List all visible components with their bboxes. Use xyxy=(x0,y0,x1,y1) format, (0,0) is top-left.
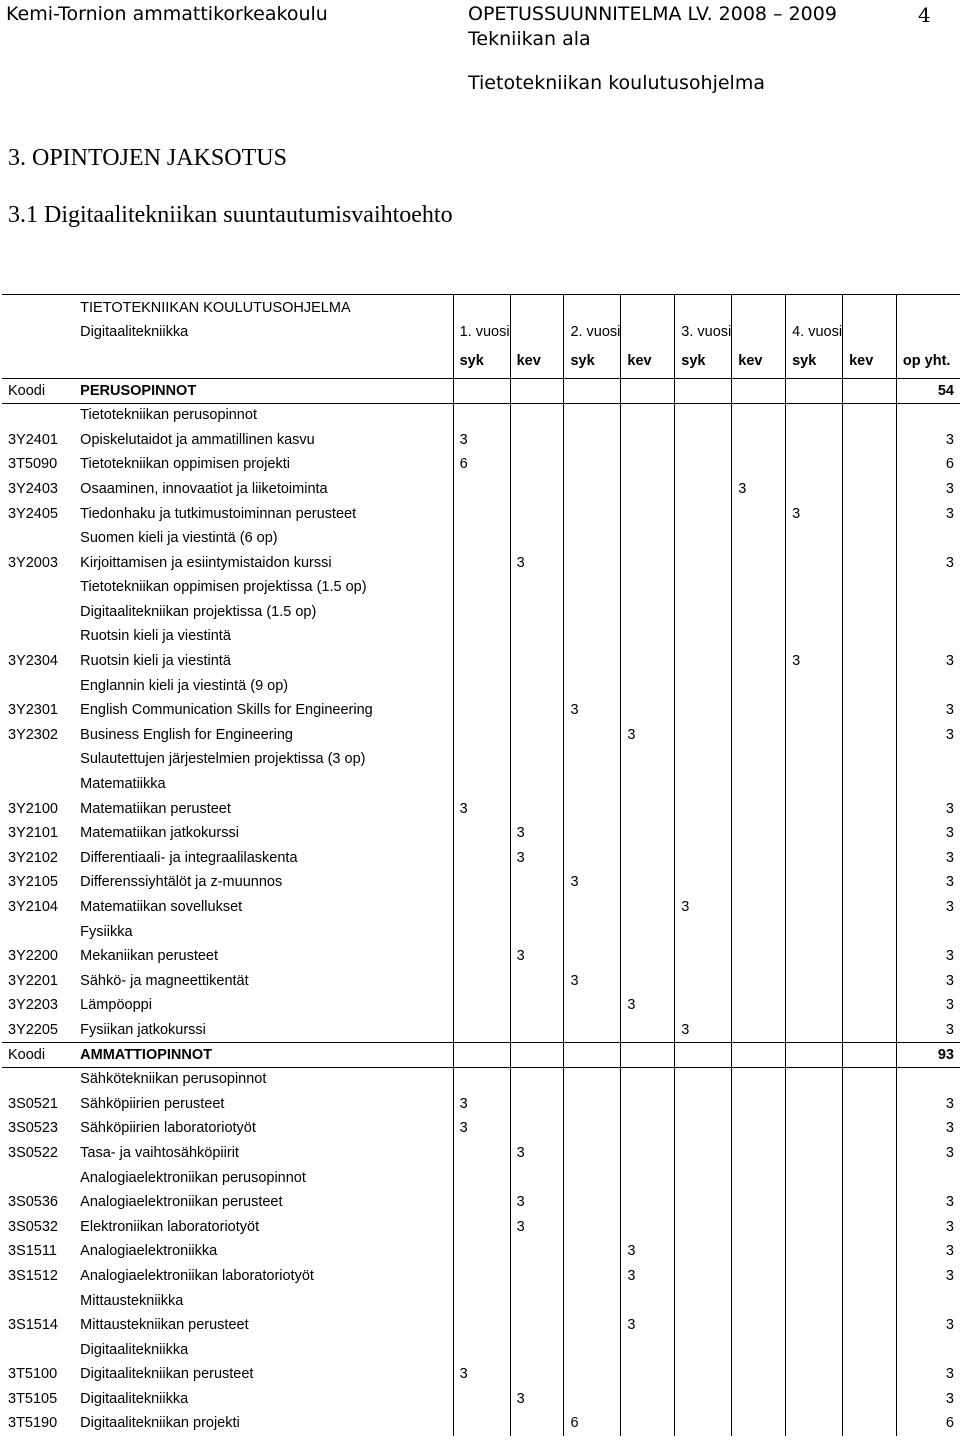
course-code: 3Y2104 xyxy=(8,899,58,916)
section-title: PERUSOPINNOT xyxy=(74,379,453,404)
credit-value: 3 xyxy=(621,1313,675,1338)
course-name: Analogiaelektroniikan laboratoriotyöt xyxy=(80,1267,314,1284)
course-total: 3 xyxy=(945,849,954,866)
course-name: Lämpöoppi xyxy=(80,997,152,1014)
course-name: English Communication Skills for Engineering xyxy=(80,702,373,719)
course-total: 3 xyxy=(945,1267,954,1284)
course-total: 3 xyxy=(945,948,954,965)
credit-value: 3 xyxy=(675,895,732,920)
program-name: Tietotekniikan koulutusohjelma xyxy=(468,72,765,94)
course-name: Differentiaali- ja integraalilaskenta xyxy=(80,849,298,866)
course-name: Osaaminen, innovaatiot ja liiketoiminta xyxy=(80,480,328,497)
course-name: Sähkö- ja magneettikentät xyxy=(80,972,249,989)
course-code: 3S0521 xyxy=(8,1095,58,1112)
subheading: Tietotekniikan perusopinnot xyxy=(80,407,257,424)
course-total: 3 xyxy=(945,1243,954,1260)
credit-value: 3 xyxy=(621,1264,675,1289)
subheading: Matematiikka xyxy=(80,776,166,793)
course-code: 3S0532 xyxy=(8,1218,58,1235)
credit-value: 3 xyxy=(453,1362,510,1387)
course-name: Differenssiyhtälöt ja z-muunnos xyxy=(80,874,283,891)
course-total: 3 xyxy=(945,1317,954,1334)
credit-value: 3 xyxy=(510,846,564,871)
course-row xyxy=(2,1362,960,1387)
course-code: 3Y2405 xyxy=(8,505,58,522)
course-code: 3T5105 xyxy=(8,1390,58,1407)
sem-syk-2: syk xyxy=(564,345,621,379)
subheading-row xyxy=(2,674,960,699)
subheading: Ruotsin kieli ja viestintä xyxy=(80,628,231,645)
subheading: Fysiikka xyxy=(80,923,133,940)
course-row xyxy=(2,698,960,723)
credit-value: 3 xyxy=(510,1190,564,1215)
course-total: 3 xyxy=(945,1366,954,1383)
course-total: 3 xyxy=(945,1095,954,1112)
course-row xyxy=(2,895,960,920)
school-name: Kemi-Tornion ammattikorkeakoulu xyxy=(6,3,328,25)
course-name: Tiedonhaku ja tutkimustoiminnan perusteet xyxy=(80,505,357,522)
course-total: 3 xyxy=(945,554,954,571)
subheading-row xyxy=(2,624,960,649)
subheading: Digitaalitekniikka xyxy=(80,1341,189,1358)
program-label: TIETOTEKNIIKAN KOULUTUSOHJELMA xyxy=(74,295,453,321)
section-title: AMMATTIOPINNOT xyxy=(74,1043,453,1068)
course-code: 3Y2304 xyxy=(8,653,58,670)
course-code: 3Y2403 xyxy=(8,480,58,497)
course-row xyxy=(2,870,960,895)
section-heading: 3. OPINTOJEN JAKSOTUS xyxy=(8,145,287,171)
course-code: 3Y2203 xyxy=(8,997,58,1014)
course-row xyxy=(2,723,960,748)
course-total: 3 xyxy=(945,874,954,891)
course-name: Analogiaelektroniikan perusteet xyxy=(80,1194,283,1211)
course-code: 3S0523 xyxy=(8,1120,58,1137)
year-2-header: 2. vuosi xyxy=(564,321,621,345)
course-total: 3 xyxy=(945,899,954,916)
course-code: 3S0536 xyxy=(8,1194,58,1211)
subheading-row xyxy=(2,526,960,551)
course-code: 3S1512 xyxy=(8,1267,58,1284)
year-1-header: 1. vuosi xyxy=(453,321,510,345)
course-row xyxy=(2,821,960,846)
course-code: 3Y2201 xyxy=(8,972,58,989)
credit-value: 3 xyxy=(510,551,564,576)
credit-value: 3 xyxy=(510,821,564,846)
course-code: 3S1511 xyxy=(8,1243,57,1260)
course-total: 3 xyxy=(945,997,954,1014)
course-total: 3 xyxy=(945,800,954,817)
subheading: Sulautettujen järjestelmien projektissa (3 op) xyxy=(80,751,366,768)
course-name: Sähköpiirien perusteet xyxy=(80,1095,225,1112)
course-total: 3 xyxy=(945,1390,954,1407)
course-row xyxy=(2,1116,960,1141)
section-total: 93 xyxy=(896,1043,960,1068)
course-total: 3 xyxy=(945,1194,954,1211)
table-semester-row xyxy=(2,345,960,379)
course-row xyxy=(2,1190,960,1215)
course-code: 3Y2003 xyxy=(8,554,58,571)
credit-value: 3 xyxy=(510,1387,564,1412)
course-row xyxy=(2,846,960,871)
course-total: 6 xyxy=(945,1415,954,1432)
course-row xyxy=(2,477,960,502)
course-row xyxy=(2,1313,960,1338)
course-row xyxy=(2,944,960,969)
subheading-row xyxy=(2,1288,960,1313)
sem-syk-3: syk xyxy=(675,345,732,379)
course-row xyxy=(2,969,960,994)
course-total: 3 xyxy=(945,1144,954,1161)
course-code: 3Y2100 xyxy=(8,800,58,817)
course-code: 3S0522 xyxy=(8,1144,58,1161)
course-row xyxy=(2,428,960,453)
subheading-row xyxy=(2,600,960,625)
sem-syk-1: syk xyxy=(453,345,510,379)
course-name: Business English for Engineering xyxy=(80,726,293,743)
course-row xyxy=(2,501,960,526)
course-total: 3 xyxy=(945,1120,954,1137)
course-total: 3 xyxy=(945,825,954,842)
course-row xyxy=(2,1141,960,1166)
credit-value: 3 xyxy=(732,477,786,502)
course-total: 3 xyxy=(945,1218,954,1235)
credit-value: 3 xyxy=(564,870,621,895)
subsection-heading: 3.1 Digitaalitekniikan suuntautumisvaihtoehto xyxy=(8,202,453,228)
course-total: 3 xyxy=(945,431,954,448)
subheading-row xyxy=(2,575,960,600)
code-header: Koodi xyxy=(2,1043,74,1068)
credit-value: 3 xyxy=(564,698,621,723)
course-name: Mittaustekniikan perusteet xyxy=(80,1317,249,1334)
course-name: Ruotsin kieli ja viestintä xyxy=(80,653,231,670)
course-row xyxy=(2,1387,960,1412)
course-total: 3 xyxy=(945,1021,954,1038)
year-3-header: 3. vuosi xyxy=(675,321,732,345)
section-row xyxy=(2,379,960,404)
credit-value: 3 xyxy=(675,1018,732,1043)
table-program-row xyxy=(2,295,960,321)
course-name: Digitaalitekniikka xyxy=(80,1390,189,1407)
table-years-row xyxy=(2,321,960,345)
course-total: 3 xyxy=(945,653,954,670)
credit-value: 6 xyxy=(453,452,510,477)
course-name: Opiskelutaidot ja ammatillinen kasvu xyxy=(80,431,315,448)
credit-value: 3 xyxy=(510,944,564,969)
subheading-row xyxy=(2,1338,960,1363)
course-name: Digitaalitekniikan perusteet xyxy=(80,1366,254,1383)
course-code: 3Y2302 xyxy=(8,726,58,743)
credit-value: 3 xyxy=(453,1116,510,1141)
page-number: 4 xyxy=(918,3,931,27)
course-code: 3S1514 xyxy=(8,1317,58,1334)
subheading-row xyxy=(2,747,960,772)
course-row xyxy=(2,1411,960,1436)
course-row xyxy=(2,551,960,576)
course-code: 3Y2200 xyxy=(8,948,58,965)
course-row xyxy=(2,797,960,822)
study-plan-table xyxy=(2,294,960,1436)
year-4-header: 4. vuosi xyxy=(786,321,843,345)
course-total: 3 xyxy=(945,702,954,719)
credit-value: 3 xyxy=(621,723,675,748)
sem-kev-2: kev xyxy=(621,345,675,379)
course-name: Analogiaelektroniikka xyxy=(80,1243,218,1260)
total-header: op yht. xyxy=(902,353,951,369)
credit-value: 3 xyxy=(453,428,510,453)
course-code: 3Y2205 xyxy=(8,1021,58,1038)
credit-value: 3 xyxy=(621,1239,675,1264)
subheading: Sähkötekniikan perusopinnot xyxy=(80,1071,267,1088)
section-total: 54 xyxy=(896,379,960,404)
subheading: Analogiaelektroniikan perusopinnot xyxy=(80,1169,306,1186)
course-code: 3Y2105 xyxy=(8,874,58,891)
section-row xyxy=(2,1043,960,1068)
credit-value: 3 xyxy=(786,649,843,674)
course-code: 3Y2401 xyxy=(8,431,58,448)
subheading-row xyxy=(2,920,960,945)
sem-syk-4: syk xyxy=(786,345,843,379)
course-row xyxy=(2,1092,960,1117)
subheading: Suomen kieli ja viestintä (6 op) xyxy=(80,530,278,547)
course-row xyxy=(2,1239,960,1264)
subheading: Tietotekniikan oppimisen projektissa (1.5 op) xyxy=(80,579,367,596)
course-code: 3T5090 xyxy=(8,456,58,473)
credit-value: 3 xyxy=(510,1141,564,1166)
subheading-row xyxy=(2,1166,960,1191)
course-name: Matematiikan sovellukset xyxy=(80,899,243,916)
course-name: Digitaalitekniikan projekti xyxy=(80,1415,240,1432)
course-row xyxy=(2,993,960,1018)
course-code: 3Y2301 xyxy=(8,702,58,719)
course-code: 3Y2102 xyxy=(8,849,58,866)
subheading: Digitaalitekniikan projektissa (1.5 op) xyxy=(80,603,317,620)
course-row xyxy=(2,649,960,674)
subheading: Mittaustekniikka xyxy=(80,1292,184,1309)
course-name: Matematiikan jatkokurssi xyxy=(80,825,239,842)
course-total: 3 xyxy=(945,972,954,989)
course-code: 3T5190 xyxy=(8,1415,58,1432)
credit-value: 6 xyxy=(564,1411,621,1436)
course-name: Sähköpiirien laboratoriotyöt xyxy=(80,1120,256,1137)
course-name: Fysiikan jatkokurssi xyxy=(80,1021,206,1038)
course-name: Mekaniikan perusteet xyxy=(80,948,218,965)
course-name: Tasa- ja vaihtosähköpiirit xyxy=(80,1144,239,1161)
sem-kev-4: kev xyxy=(843,345,897,379)
course-total: 3 xyxy=(945,505,954,522)
credit-value: 3 xyxy=(786,501,843,526)
course-total: 6 xyxy=(945,456,954,473)
orientation-label: Digitaalitekniikka xyxy=(80,324,189,341)
subheading: Englannin kieli ja viestintä (9 op) xyxy=(80,677,289,694)
course-code: 3T5100 xyxy=(8,1366,58,1383)
curriculum-title: OPETUSSUUNNITELMA LV. 2008 – 2009 xyxy=(468,3,837,25)
course-row xyxy=(2,452,960,477)
course-code: 3Y2101 xyxy=(8,825,58,842)
course-total: 3 xyxy=(945,480,954,497)
course-name: Kirjoittamisen ja esiintymistaidon kurssi xyxy=(80,554,332,571)
course-row xyxy=(2,1215,960,1240)
course-name: Matematiikan perusteet xyxy=(80,800,231,817)
credit-value: 3 xyxy=(621,993,675,1018)
subheading-row xyxy=(2,1067,960,1092)
course-total: 3 xyxy=(945,726,954,743)
credit-value: 3 xyxy=(510,1215,564,1240)
code-header: Koodi xyxy=(2,379,74,404)
subheading-row xyxy=(2,403,960,428)
course-name: Tietotekniikan oppimisen projekti xyxy=(80,456,290,473)
credit-value: 3 xyxy=(564,969,621,994)
course-row xyxy=(2,1264,960,1289)
credit-value: 3 xyxy=(453,1092,510,1117)
sem-kev-3: kev xyxy=(732,345,786,379)
sem-kev-1: kev xyxy=(510,345,564,379)
course-name: Elektroniikan laboratoriotyöt xyxy=(80,1218,260,1235)
subheading-row xyxy=(2,772,960,797)
credit-value: 3 xyxy=(453,797,510,822)
course-row xyxy=(2,1018,960,1043)
field-name: Tekniikan ala xyxy=(468,28,591,50)
